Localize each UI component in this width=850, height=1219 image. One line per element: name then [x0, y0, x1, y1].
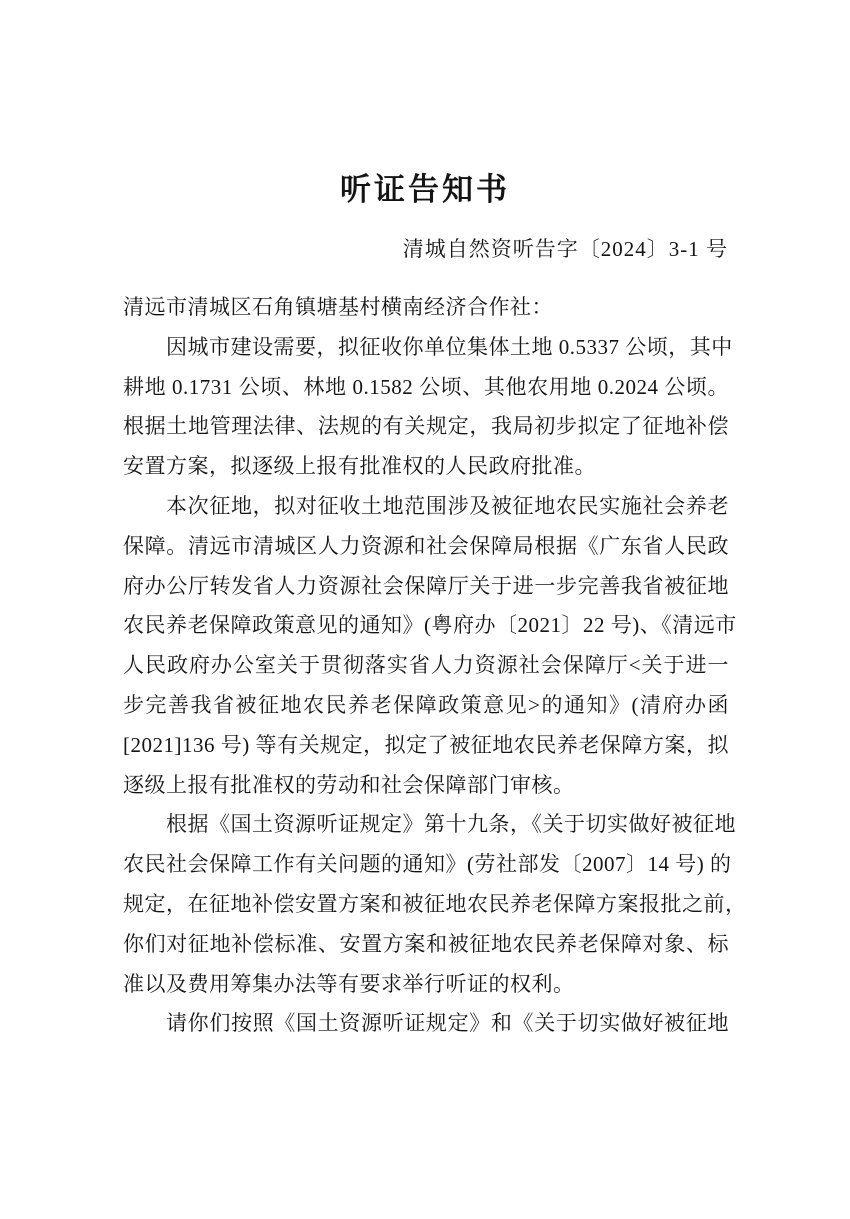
body-line: 府办公厅转发省人力资源社会保障厅关于进一步完善我省被征地 — [123, 573, 729, 598]
body-line: 逐级上报有批准权的劳动和社会保障部门审核。 — [123, 772, 575, 797]
body-line: 保障。清远市清城区人力资源和社会保障局根据《广东省人民政 — [123, 533, 729, 558]
body-line: 耕地 0.1731 公顷、林地 0.1582 公顷、其他农用地 0.2024 公顷。 — [123, 374, 729, 399]
body-line: 根据土地管理法律、法规的有关规定，我局初步拟定了征地补偿 — [123, 414, 729, 439]
body-line: 本次征地，拟对征收土地范围涉及被征地农民实施社会养老 — [166, 493, 729, 518]
body-line: 准以及费用筹集办法等有要求举行听证的权利。 — [123, 971, 575, 996]
body-line: 农民社会保障工作有关问题的通知》(劳社部发〔2007〕14 号) 的 — [123, 852, 732, 877]
body-line: 你们对征地补偿标准、安置方案和被征地农民养老保障对象、标 — [123, 931, 729, 956]
document-title: 听证告知书 — [340, 172, 510, 207]
body-line: 农民养老保障政策意见的通知》(粤府办〔2021〕22 号)、《清远市 — [123, 613, 737, 638]
body-line: 规定，在征地补偿安置方案和被征地农民养老保障方案报批之前， — [123, 891, 747, 916]
addressee-line: 清远市清城区石角镇塘基村横南经济合作社： — [123, 295, 553, 319]
body-line: 步完善我省被征地农民养老保障政策意见>的通知》(清府办函 — [123, 692, 729, 717]
document-body — [123, 288, 747, 1044]
body-line: [2021]136 号) 等有关规定，拟定了被征地农民养老保障方案，拟 — [123, 732, 729, 757]
document-number: 清城自然资听告字〔2024〕3-1 号 — [402, 237, 728, 261]
body-line: 安置方案，拟逐级上报有批准权的人民政府批准。 — [123, 454, 596, 479]
body-line: 请你们按照《国土资源听证规定》和《关于切实做好被征地 — [166, 1011, 729, 1036]
body-line: 因城市建设需要，拟征收你单位集体土地 0.5337 公顷，其中 — [166, 334, 733, 359]
body-line: 根据《国土资源听证规定》第十九条，《关于切实做好被征地 — [166, 812, 736, 837]
body-line: 人民政府办公室关于贯彻落实省人力资源社会保障厅<关于进一 — [123, 653, 729, 678]
